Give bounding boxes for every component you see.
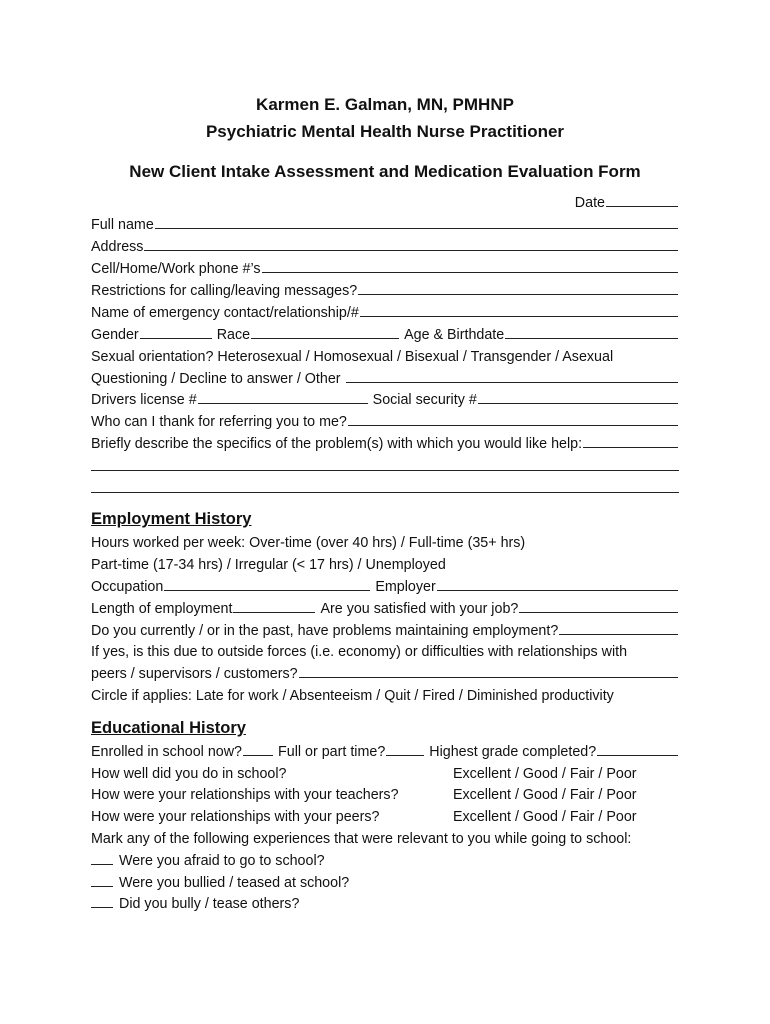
age-birthdate-label: Age & Birthdate <box>404 327 505 343</box>
school-performance-row <box>91 763 679 785</box>
experience-item-bullied <box>91 872 679 894</box>
restrictions-row <box>91 280 679 302</box>
length-row <box>91 598 679 620</box>
phone-field[interactable] <box>262 258 678 273</box>
age-birthdate-field[interactable] <box>505 324 678 339</box>
orientation-row-2 <box>91 368 679 390</box>
peer-relationships-label: How were your relationships with your peers? <box>91 809 380 825</box>
experience-label-bullied: Were you bullied / teased at school? <box>119 875 350 891</box>
gender-label: Gender <box>91 327 139 343</box>
orientation-options-line2[interactable]: Questioning / Decline to answer / Other <box>91 371 341 387</box>
circle-options[interactable]: Circle if applies: Late for work / Absenteeism / Quit / Fired / Diminished productivity <box>91 688 614 704</box>
employer-field[interactable] <box>437 576 678 591</box>
orientation-other-field[interactable] <box>346 368 678 383</box>
restrictions-label: Restrictions for calling/leaving messages? <box>91 283 358 299</box>
teacher-relationships-scale[interactable]: Excellent / Good / Fair / Poor <box>453 787 637 803</box>
full-name-label: Full name <box>91 217 154 233</box>
experience-checkbox-bully-others[interactable] <box>91 893 113 908</box>
enrollment-row <box>91 741 679 763</box>
hours-options-line1[interactable]: Hours worked per week: Over-time (over 40 hrs) / Full-time (35+ hrs) <box>91 535 526 551</box>
grade-label: Highest grade completed? <box>429 744 597 760</box>
length-label: Length of employment <box>91 601 233 617</box>
experience-label-afraid: Were you afraid to go to school? <box>119 853 325 869</box>
drivers-license-label: Drivers license # <box>91 392 197 408</box>
full-name-field[interactable] <box>155 214 678 229</box>
drivers-license-field[interactable] <box>198 389 368 404</box>
employer-label: Employer <box>375 579 436 595</box>
social-security-field[interactable] <box>478 389 678 404</box>
peer-relationships-row <box>91 806 679 828</box>
problem-field-1[interactable] <box>583 433 678 448</box>
employment-history-heading: Employment History <box>91 510 252 528</box>
race-field[interactable] <box>251 324 399 339</box>
occupation-row <box>91 576 679 598</box>
gender-field[interactable] <box>140 324 212 339</box>
address-field[interactable] <box>144 236 678 251</box>
problem-row <box>91 433 679 455</box>
social-security-label: Social security # <box>372 392 477 408</box>
teacher-relationships-row <box>91 784 679 806</box>
referral-field[interactable] <box>348 411 678 426</box>
school-performance-scale[interactable]: Excellent / Good / Fair / Poor <box>453 766 637 782</box>
full-part-field[interactable] <box>386 741 424 756</box>
orientation-options-line1[interactable]: Sexual orientation? Heterosexual / Homosexual / Bisexual / Transgender / Asexual <box>91 349 614 365</box>
emergency-row <box>91 302 679 324</box>
full-part-label: Full or part time? <box>278 744 386 760</box>
enrolled-label: Enrolled in school now? <box>91 744 243 760</box>
school-experiences-label: Mark any of the following experiences that were relevant to you while going to school: <box>91 831 632 847</box>
form-title: New Client Intake Assessment and Medication Evaluation Form <box>129 162 641 181</box>
demographics-row <box>91 324 679 346</box>
peers-field[interactable] <box>299 663 678 678</box>
referral-label: Who can I thank for referring you to me? <box>91 414 347 430</box>
maintain-employment-label: Do you currently / or in the past, have problems maintaining employment? <box>91 623 559 639</box>
experience-label-bully-others: Did you bully / tease others? <box>119 896 300 912</box>
date-field[interactable] <box>606 192 678 207</box>
date-label: Date <box>574 195 605 211</box>
hours-options-line2[interactable]: Part-time (17-34 hrs) / Irregular (< 17 hrs) / Unemployed <box>91 557 446 573</box>
occupation-label: Occupation <box>91 579 164 595</box>
experience-item-afraid <box>91 850 679 872</box>
satisfied-field[interactable] <box>519 598 678 613</box>
maintain-employment-row <box>91 620 679 642</box>
restrictions-field[interactable] <box>358 280 678 295</box>
occupation-field[interactable] <box>164 576 370 591</box>
id-numbers-row <box>91 389 679 411</box>
grade-field[interactable] <box>597 741 678 756</box>
practitioner-name: Karmen E. Galman, MN, PMHNP <box>256 95 514 114</box>
address-row <box>91 236 679 258</box>
address-label: Address <box>91 239 144 255</box>
school-performance-label: How well did you do in school? <box>91 766 287 782</box>
date-row <box>91 192 679 214</box>
referral-row <box>91 411 679 433</box>
practitioner-title: Psychiatric Mental Health Nurse Practitioner <box>205 122 565 141</box>
peers-label: peers / supervisors / customers? <box>91 666 298 682</box>
experience-checkbox-afraid[interactable] <box>91 850 113 865</box>
race-label: Race <box>216 327 251 343</box>
length-field[interactable] <box>233 598 315 613</box>
emergency-label: Name of emergency contact/relationship/# <box>91 305 359 321</box>
outside-forces-text: If yes, is this due to outside forces (i.e. economy) or difficulties with relationships with <box>91 644 628 660</box>
experience-item-bully-others <box>91 893 679 915</box>
phone-label: Cell/Home/Work phone #’s <box>91 261 261 277</box>
teacher-relationships-label: How were your relationships with your teachers? <box>91 787 399 803</box>
outside-forces-row <box>91 663 679 685</box>
peer-relationships-scale[interactable]: Excellent / Good / Fair / Poor <box>453 809 637 825</box>
maintain-employment-field[interactable] <box>559 620 678 635</box>
phone-row <box>91 258 679 280</box>
enrolled-field[interactable] <box>243 741 273 756</box>
experience-checkbox-bullied[interactable] <box>91 872 113 887</box>
problem-field-3[interactable] <box>91 492 679 493</box>
educational-history-heading: Educational History <box>91 719 246 737</box>
satisfied-label: Are you satisfied with your job? <box>320 601 519 617</box>
problem-field-2[interactable] <box>91 470 679 471</box>
problem-label: Briefly describe the specifics of the problem(s) with which you would like help: <box>91 436 583 452</box>
full-name-row <box>91 214 679 236</box>
emergency-field[interactable] <box>360 302 678 317</box>
